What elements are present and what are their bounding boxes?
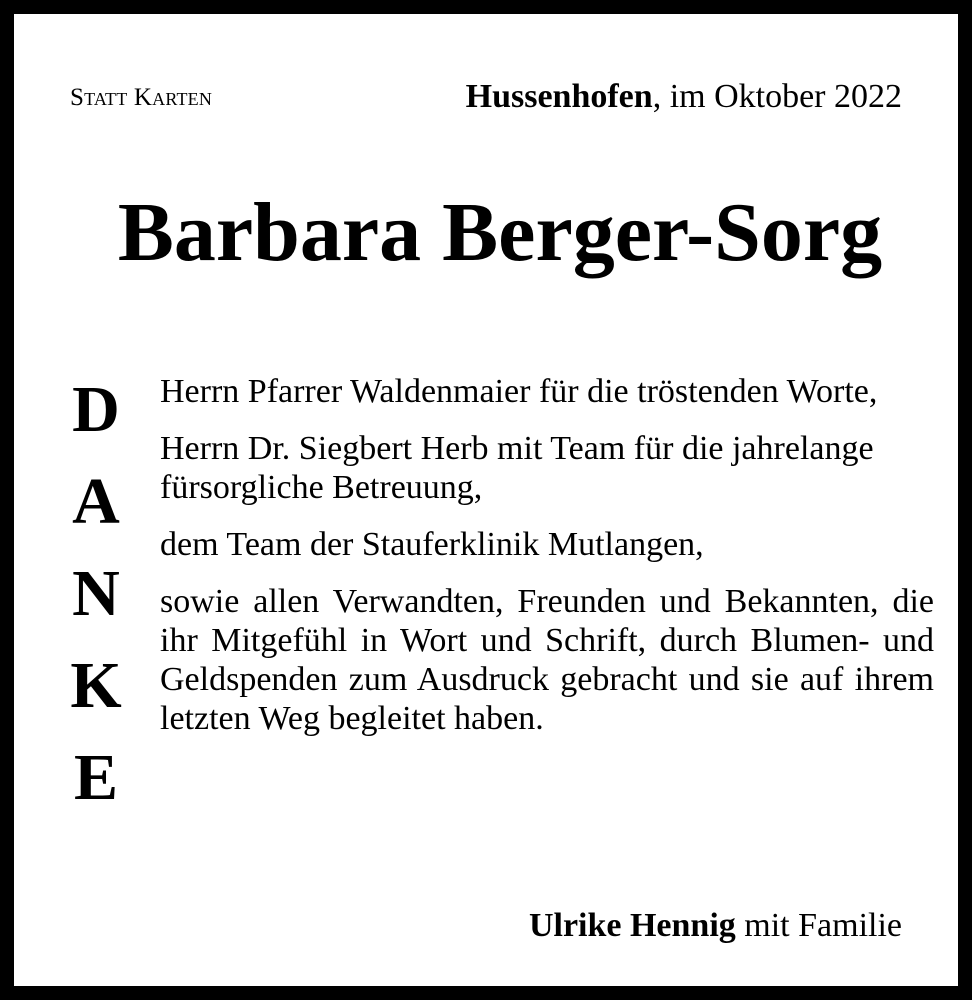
thanks-paragraph: sowie allen Verwandten, Freunden und Bekannten, die ihr Mitgefühl in Wort und Schrift, durch Blumen- und Geldspenden zum Ausdruck gebracht und sie auf ihrem letzten Weg begleitet haben. bbox=[160, 583, 934, 737]
thanks-paragraph: Herrn Pfarrer Waldenmaier für die tröstenden Worte, bbox=[160, 373, 878, 410]
danke-letter: N bbox=[72, 557, 120, 630]
thanks-paragraph: dem Team der Stauferklinik Mutlangen, bbox=[160, 526, 704, 563]
danke-letter: K bbox=[70, 649, 122, 722]
thanks-text bbox=[160, 372, 934, 756]
date-text: , im Oktober 2022 bbox=[652, 78, 902, 115]
thanks-paragraph: Herrn Dr. Siegbert Herb mit Team für die jahrelange fürsorgliche Betreuung, bbox=[160, 430, 874, 506]
signature-name: Ulrike Hennig bbox=[528, 907, 736, 944]
place-date-line bbox=[466, 78, 902, 116]
danke-letter: D bbox=[72, 373, 120, 446]
place-name: Hussenhofen bbox=[465, 78, 653, 115]
signature bbox=[529, 907, 902, 945]
danke-vertical bbox=[66, 364, 126, 824]
deceased-name: Barbara Berger-Sorg bbox=[117, 186, 883, 279]
danke-letter: E bbox=[73, 741, 119, 814]
statt-karten-label: Statt Karten bbox=[70, 84, 213, 111]
signature-rest: mit Familie bbox=[735, 907, 902, 944]
danke-letter: A bbox=[72, 465, 120, 538]
